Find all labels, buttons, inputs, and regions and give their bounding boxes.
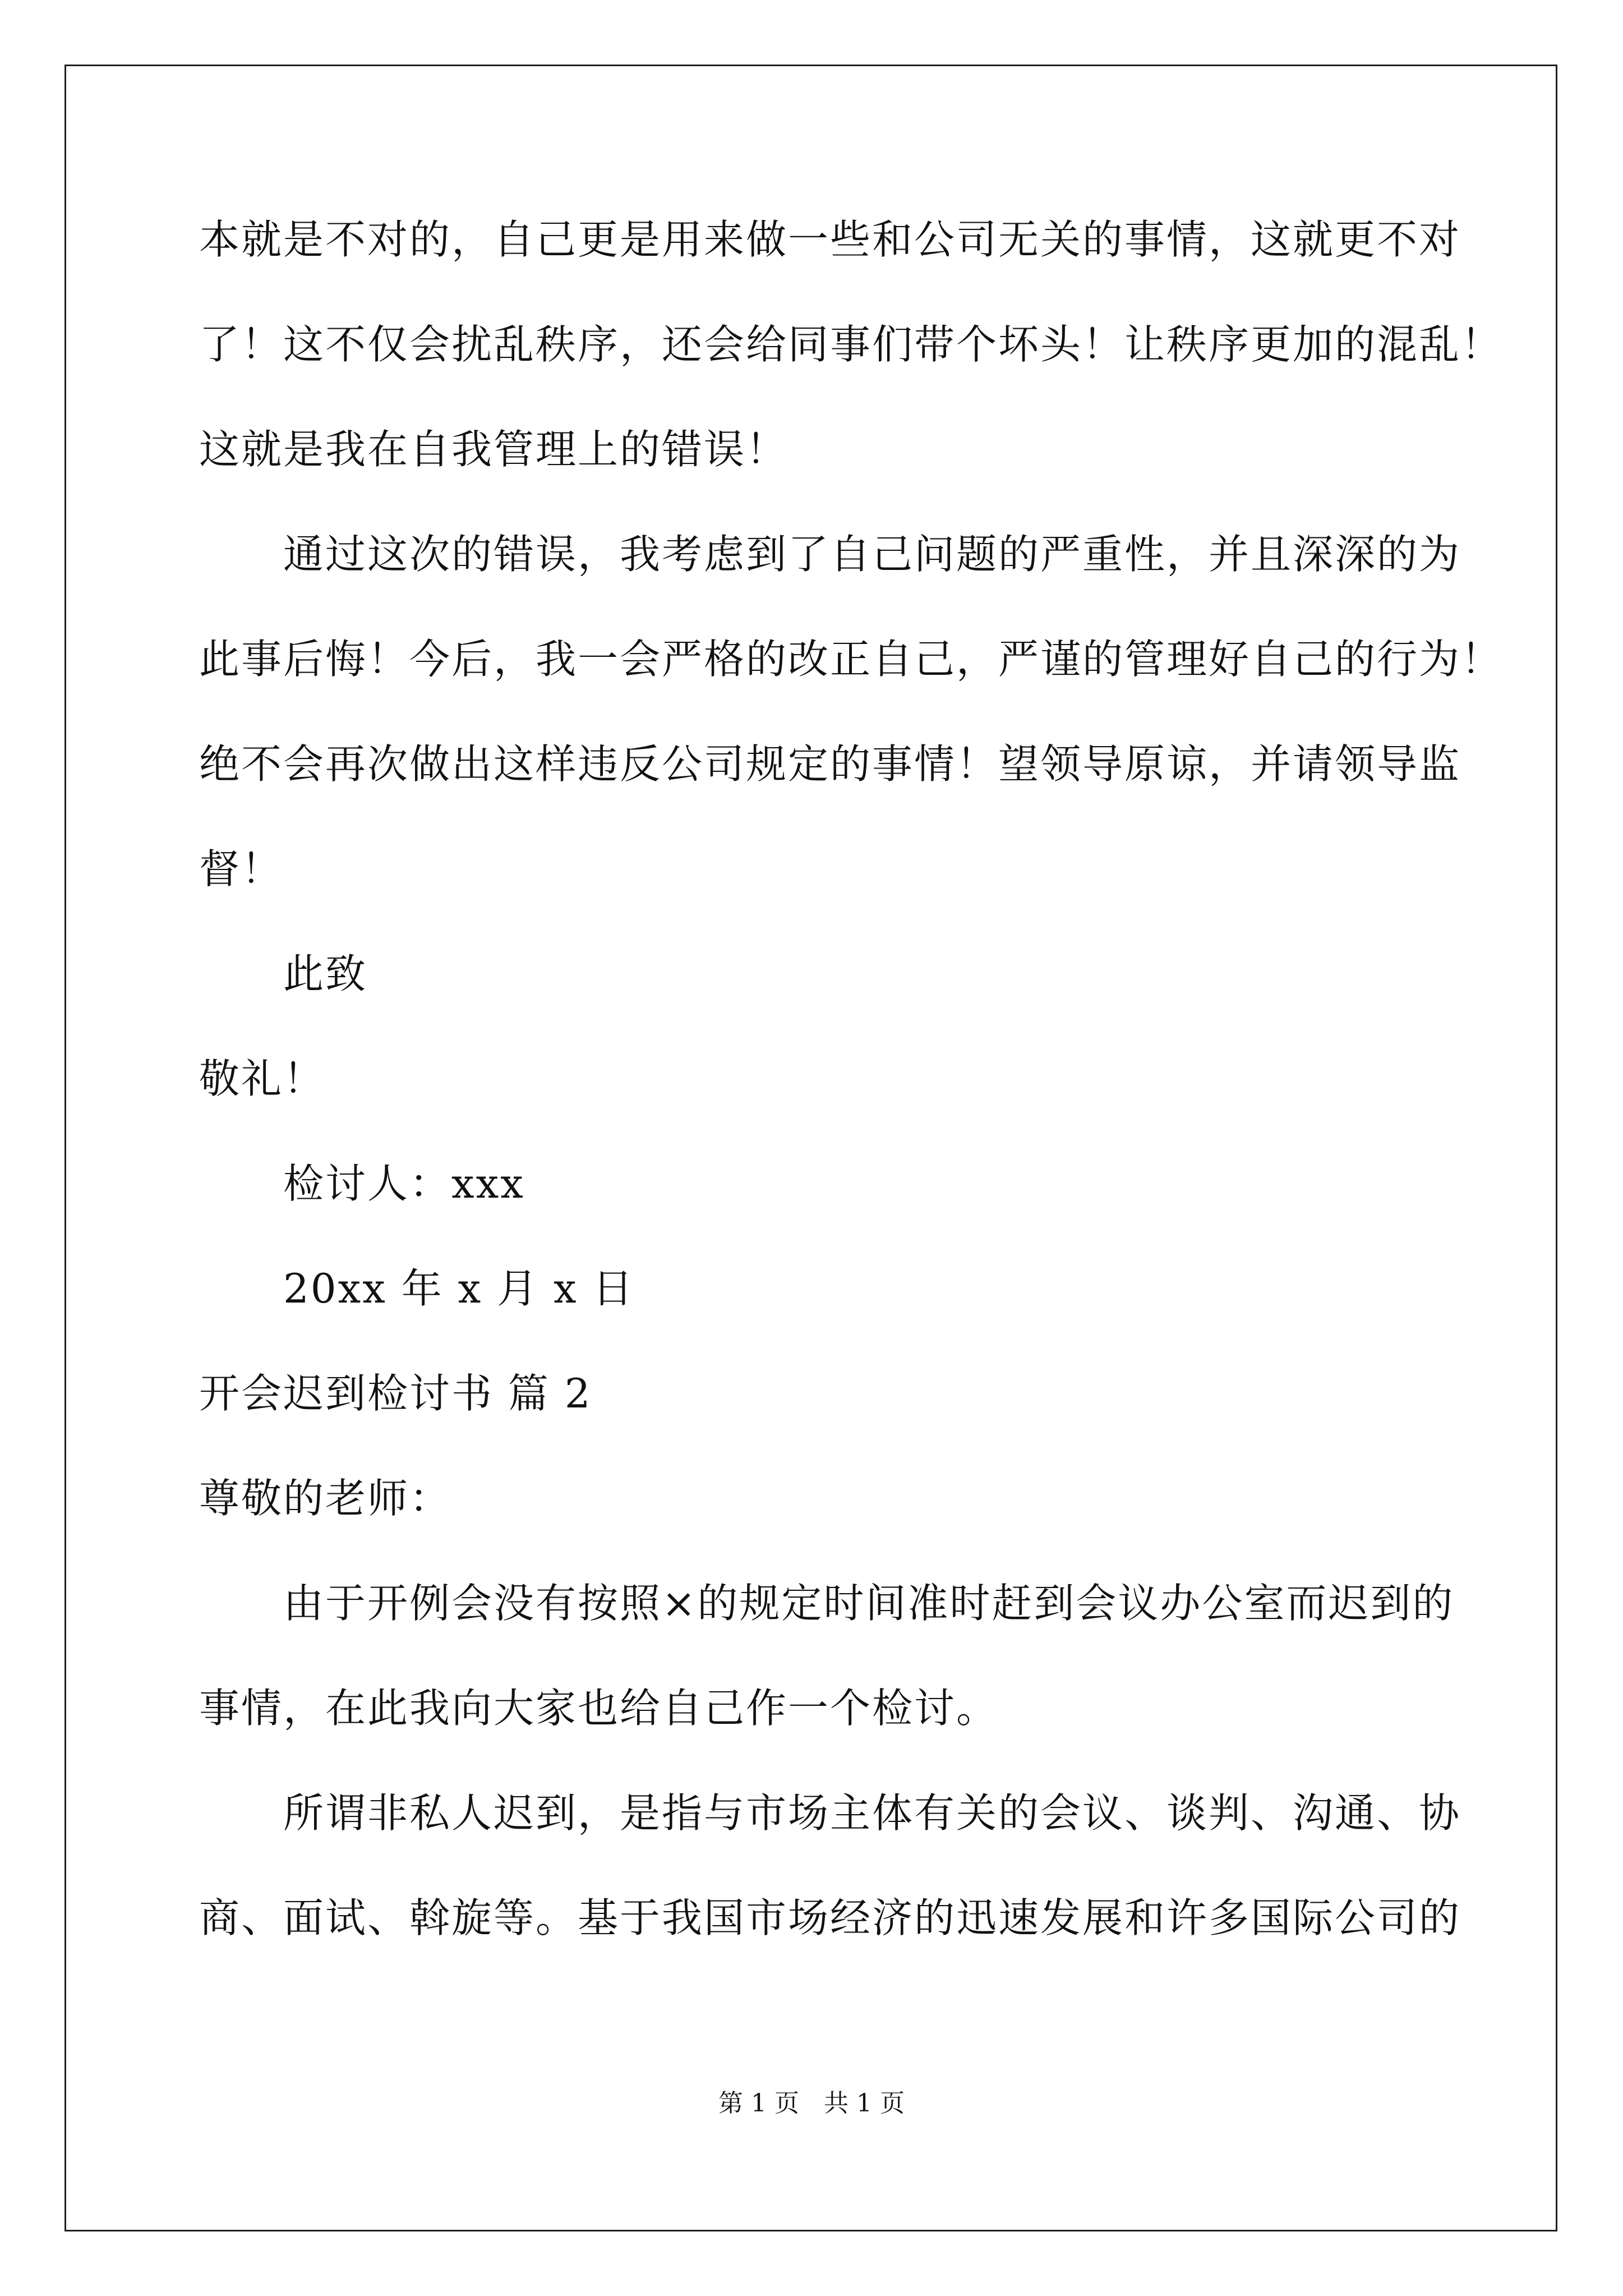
date-line: 20xx 年 x 月 x 日	[283, 1265, 635, 1312]
body-line: 本就是不对的，自己更是用来做一些和公司无关的事情，这就更不对	[199, 216, 1461, 263]
page-footer: 第 1 页 共 1 页	[718, 2089, 905, 2118]
body-line: 商、面试、斡旋等。基于我国市场经济的迅速发展和许多国际公司的	[199, 1894, 1461, 1941]
closing-salutation: 此致	[283, 950, 368, 997]
body-line: 这就是我在自我管理上的错误！	[199, 426, 789, 473]
paragraph-start-line: 通过这次的错误，我考虑到了自己问题的严重性，并且深深的为	[283, 531, 1461, 578]
greeting-line: 尊敬的老师：	[199, 1475, 452, 1522]
paragraph-start-line: 由于开例会没有按照×的规定时间准时赶到会议办公室而迟到的	[283, 1580, 1455, 1627]
body-line: 此事后悔！今后，我一会严格的改正自己，严谨的管理好自己的行为！	[199, 636, 1504, 683]
body-line: 了！这不仅会扰乱秩序，还会给同事们带个坏头！让秩序更加的混乱！	[199, 321, 1504, 368]
body-line: 绝不会再次做出这样违反公司规定的事情！望领导原谅，并请领导监	[199, 740, 1461, 788]
section-title: 开会迟到检讨书 篇 2	[199, 1370, 592, 1417]
closing-respect: 敬礼！	[199, 1055, 326, 1102]
signature-line: 检讨人：xxx	[283, 1160, 525, 1207]
body-line: 督！	[199, 845, 284, 892]
document-body	[199, 216, 1504, 2002]
paragraph-start-line: 所谓非私人迟到，是指与市场主体有关的会议、谈判、沟通、协	[283, 1789, 1461, 1837]
body-line: 事情，在此我向大家也给自己作一个检讨。	[199, 1685, 999, 1732]
